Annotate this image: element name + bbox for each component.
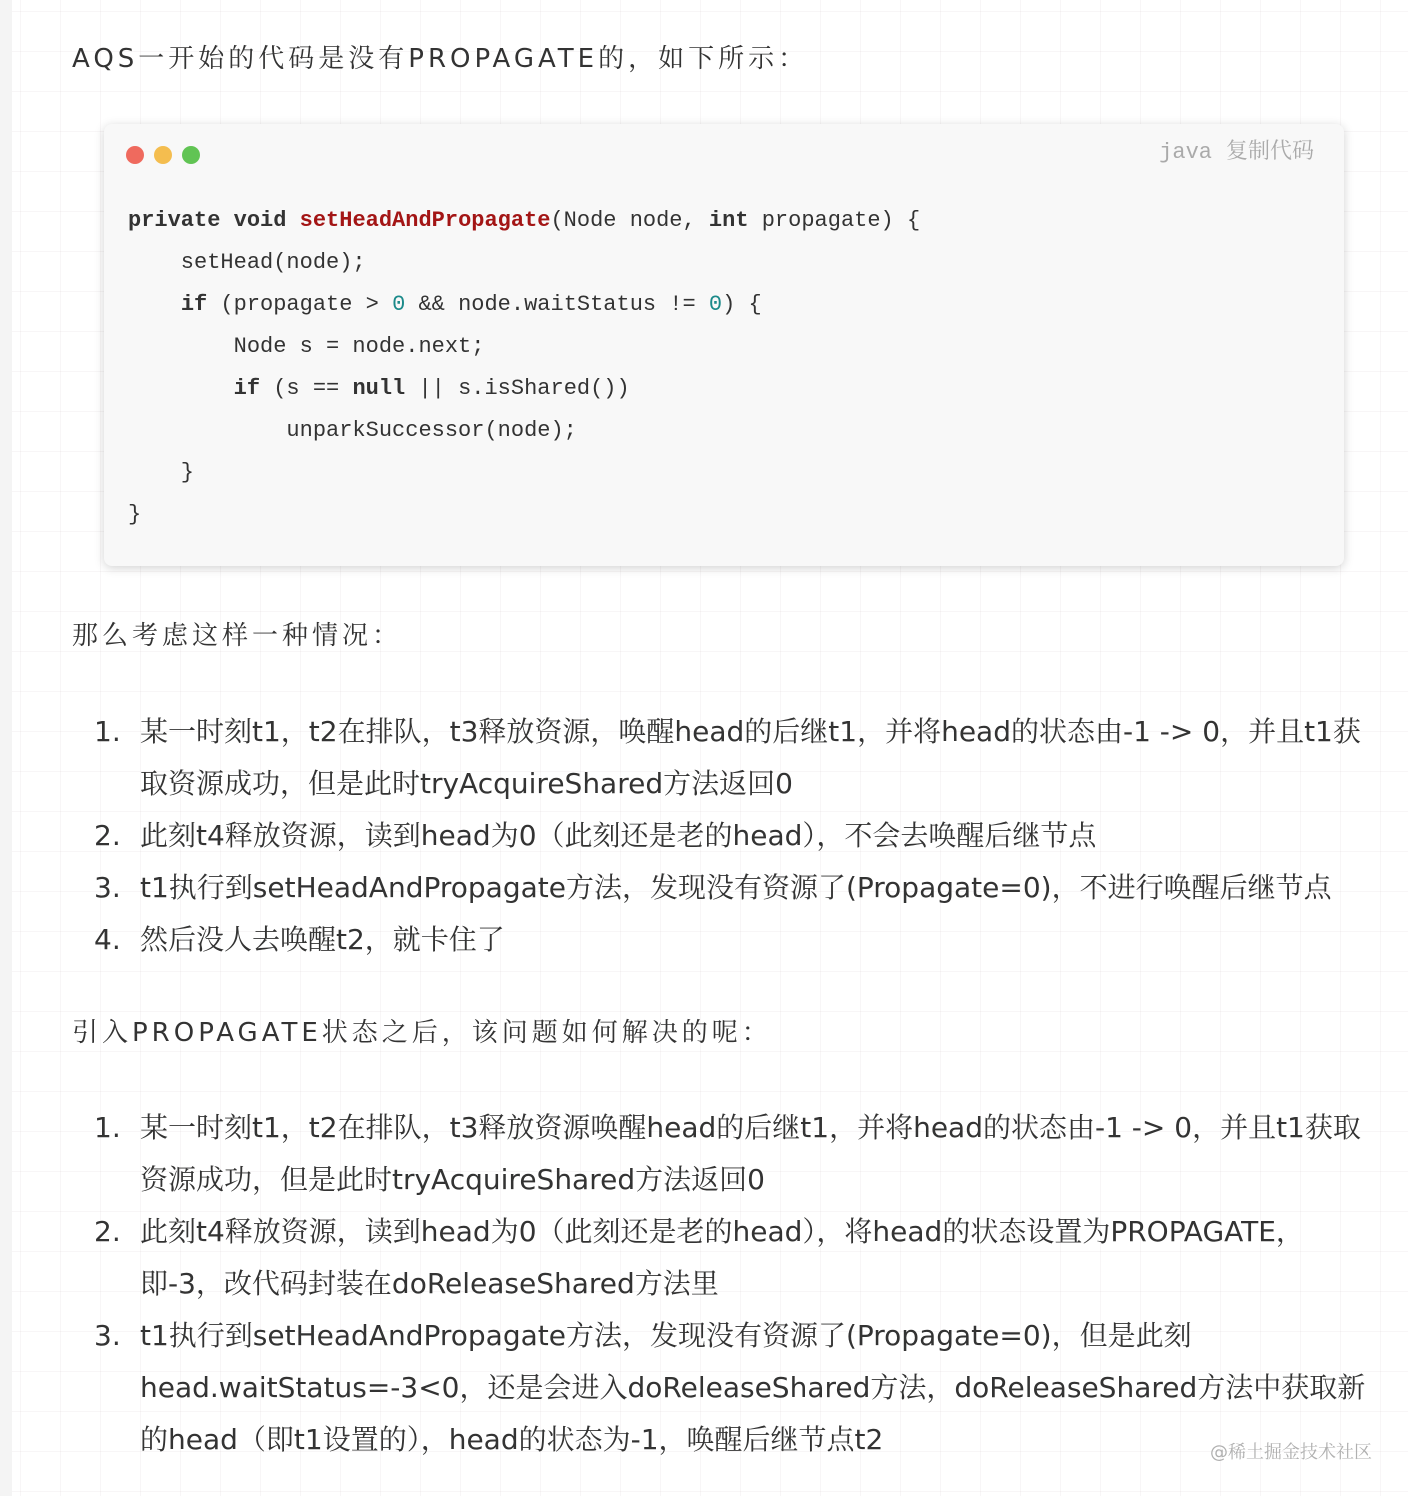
- after-paragraph: 引入PROPAGATE状态之后，该问题如何解决的呢：: [72, 1018, 772, 1048]
- article-page: [12, 0, 1408, 1496]
- yellow-dot-icon: [154, 146, 172, 164]
- list-item: [92, 706, 1382, 810]
- code-block: [104, 124, 1344, 566]
- scenario-list-after: [92, 1102, 1382, 1466]
- code-token: (s ==: [260, 376, 353, 401]
- list-item: [92, 1310, 1382, 1466]
- list-item: [92, 1206, 1382, 1310]
- list-item: [92, 1102, 1382, 1206]
- list-item-text: 然后没人去唤醒t2，就卡住了: [140, 923, 505, 956]
- list-number: 2.: [94, 819, 121, 852]
- list-number: 3.: [94, 871, 121, 904]
- consider-paragraph: 那么考虑这样一种情况：: [72, 621, 403, 651]
- code-token: if: [180, 292, 208, 317]
- code-token: (Node node,: [550, 208, 709, 233]
- list-item-text: t1执行到setHeadAndPropagate方法，发现没有资源了(Propagate=0)，但是此刻head.waitStatus=-3<0，还是会进入doReleaseShared方法，doReleaseShared方法中获取新的head（即t1设置的），head的状态为-1，唤醒后继节点t2: [140, 1319, 1366, 1456]
- list-number: 2.: [94, 1215, 121, 1248]
- list-number: 3.: [94, 1319, 121, 1352]
- code-content: [128, 200, 920, 536]
- list-item: [92, 810, 1382, 862]
- code-line: unparkSuccessor(node);: [128, 418, 577, 443]
- code-line: }: [128, 502, 142, 527]
- code-number: 0: [392, 292, 406, 317]
- code-token: private: [128, 208, 221, 233]
- list-item-text: 某一时刻t1，t2在排队，t3释放资源唤醒head的后继t1，并将head的状态由-1 -> 0，并且t1获取资源成功，但是此时tryAcquireShared方法返回0: [140, 1111, 1361, 1196]
- code-indent: [128, 292, 181, 317]
- code-token: if: [233, 376, 261, 401]
- list-number: 1.: [94, 715, 121, 748]
- watermark: @稀土掘金技术社区: [1210, 1442, 1372, 1463]
- code-token: propagate) {: [748, 208, 921, 233]
- list-item-text: 此刻t4释放资源，读到head为0（此刻还是老的head），将head的状态设置为PROPAGATE，即-3，改代码封装在doReleaseShared方法里: [140, 1215, 1304, 1300]
- code-function-name: setHeadAndPropagate: [299, 208, 551, 233]
- scenario-list-before: [92, 706, 1382, 966]
- code-indent: [128, 376, 234, 401]
- code-language-label: java: [1159, 140, 1212, 165]
- red-dot-icon: [126, 146, 144, 164]
- code-token: || s.isShared()): [405, 376, 630, 401]
- green-dot-icon: [182, 146, 200, 164]
- code-line: setHead(node);: [128, 250, 366, 275]
- code-line: Node s = node.next;: [128, 334, 485, 359]
- code-token: (propagate >: [207, 292, 393, 317]
- code-token: ) {: [722, 292, 762, 317]
- window-controls: [126, 146, 200, 164]
- code-token: && node.waitStatus !=: [405, 292, 709, 317]
- code-meta: [1159, 134, 1314, 165]
- list-number: 1.: [94, 1111, 121, 1144]
- copy-code-button[interactable]: 复制代码: [1225, 139, 1314, 164]
- intro-paragraph: AQS一开始的代码是没有PROPAGATE的，如下所示：: [72, 44, 809, 74]
- list-item: [92, 862, 1382, 914]
- list-number: 4.: [94, 923, 121, 956]
- code-token: void: [233, 208, 287, 233]
- code-token: int: [708, 208, 749, 233]
- list-item-text: 某一时刻t1，t2在排队，t3释放资源，唤醒head的后继t1，并将head的状态由-1 -> 0，并且t1获取资源成功，但是此时tryAcquireShared方法返回0: [140, 715, 1361, 800]
- list-item-text: 此刻t4释放资源，读到head为0（此刻还是老的head），不会去唤醒后继节点: [140, 819, 1097, 852]
- code-number: 0: [708, 292, 723, 317]
- code-token: null: [352, 376, 406, 401]
- list-item: [92, 914, 1382, 966]
- list-item-text: t1执行到setHeadAndPropagate方法，发现没有资源了(Propagate=0)，不进行唤醒后继节点: [140, 871, 1332, 904]
- code-line: }: [128, 460, 195, 485]
